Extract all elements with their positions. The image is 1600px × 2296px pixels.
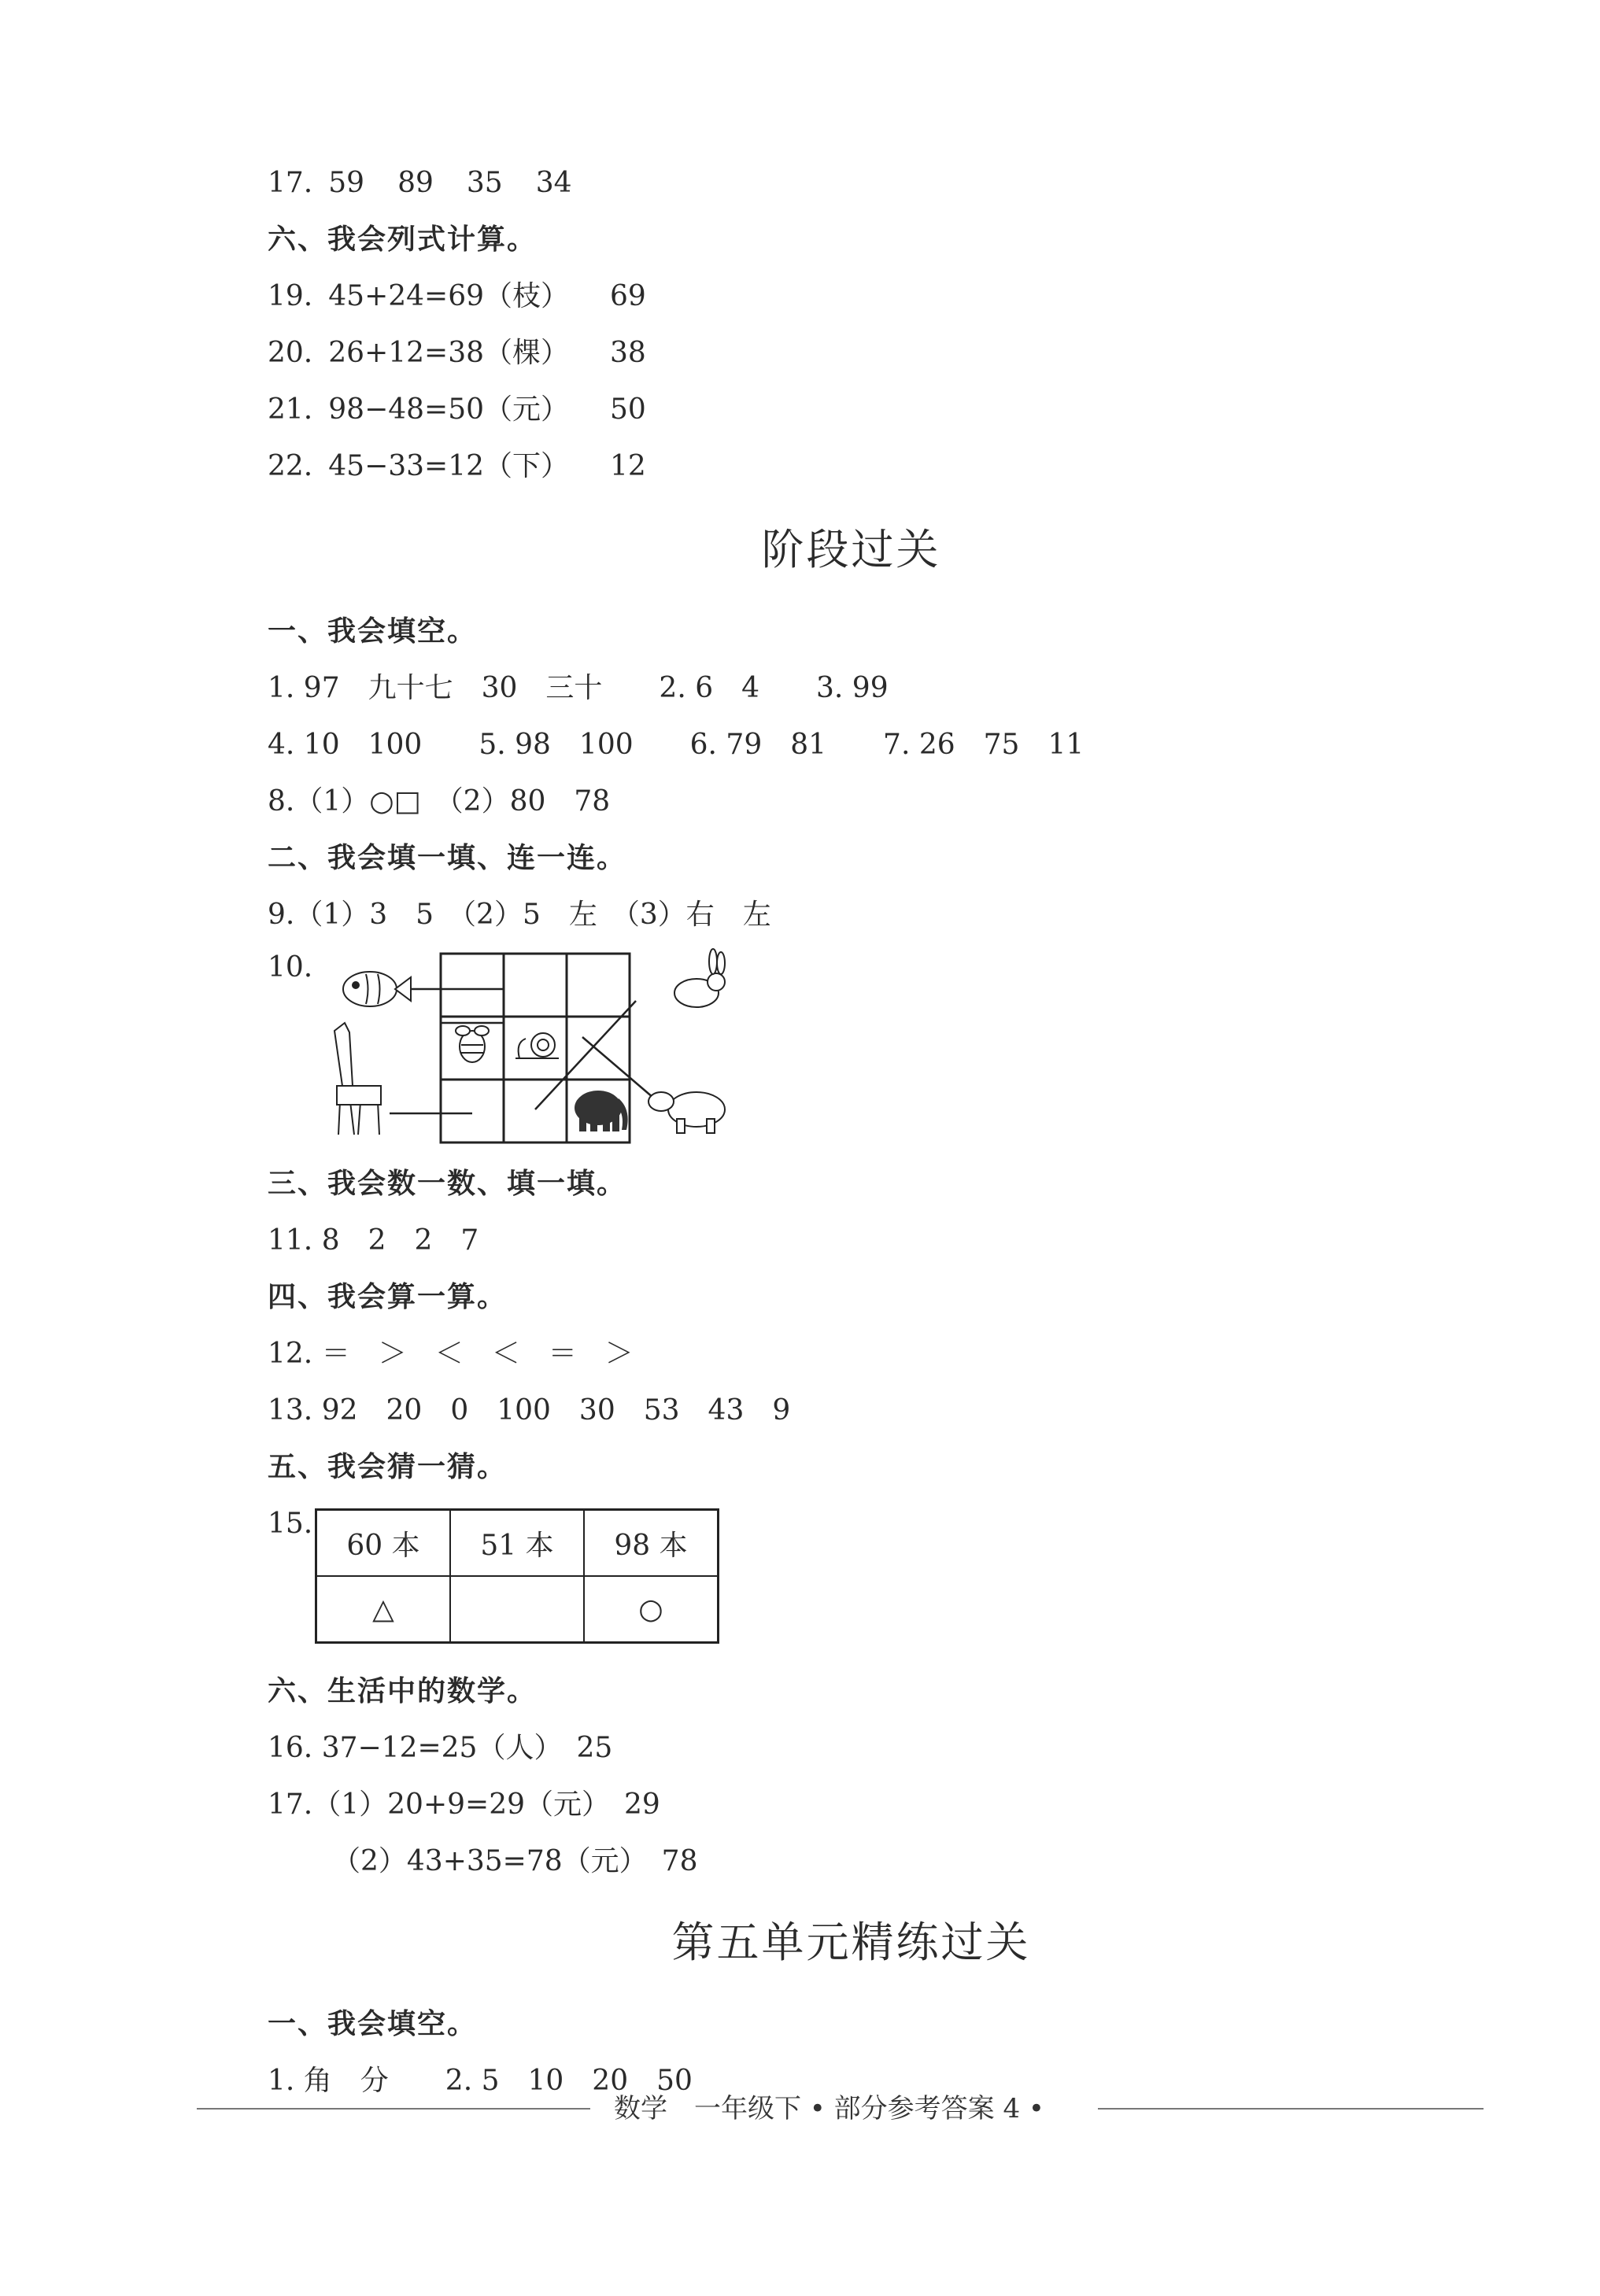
page-footer — [0, 2089, 1600, 2128]
section-heading: 五、我会猜一猜。 — [268, 1451, 508, 1483]
table-cell: ○ — [584, 1576, 719, 1643]
answer-line: 11. 8 2 2 7 — [268, 1224, 479, 1257]
fish-icon — [343, 972, 411, 1006]
answer-line: 17.（1）20+9=29（元） 29 — [268, 1788, 660, 1821]
answer-line: 1. 97 九十七 30 三十 2. 6 4 3. 99 — [268, 672, 889, 704]
grid-diagram — [323, 944, 748, 1149]
footer-rule-left — [197, 2108, 590, 2110]
answer-line: 9.（1）3 5 （2）5 左 （3）右 左 — [268, 899, 771, 931]
section-heading: 六、我会列式计算。 — [268, 223, 538, 256]
answer-line: 4. 10 100 5. 98 100 6. 79 81 7. 26 75 11 — [268, 729, 1085, 761]
section-title: 阶段过关 — [761, 525, 941, 574]
table-cell: 51 本 — [450, 1510, 584, 1577]
answer-line: 12. ＝ ＞ ＜ ＜ ＝ ＞ — [268, 1338, 634, 1370]
expression: 45+24=69（枝） — [328, 280, 570, 312]
section-heading: 六、生活中的数学。 — [268, 1675, 538, 1707]
question-number: 15. — [268, 1508, 313, 1540]
question-number: 10. — [268, 951, 313, 984]
footer-rule-right — [1098, 2108, 1484, 2110]
answer-line: 1. 角 分 2. 5 10 20 50 — [268, 2065, 693, 2097]
table-cell: △ — [316, 1576, 451, 1643]
elephant-icon — [575, 1091, 628, 1131]
answer-line: 8.（1）○□ （2）80 78 — [268, 785, 611, 818]
table-cell: 60 本 — [316, 1510, 451, 1577]
section-heading: 一、我会填空。 — [268, 2008, 478, 2040]
section-heading: 四、我会算一算。 — [268, 1281, 508, 1313]
answer: 69 — [610, 280, 646, 312]
question-number: 21. — [268, 393, 313, 426]
bee-icon — [456, 1026, 489, 1062]
rabbit-icon — [674, 949, 725, 1007]
answer-line: 16. 37−12=25（人） 25 — [268, 1732, 613, 1764]
section-heading: 一、我会填空。 — [268, 615, 478, 648]
expression: 26+12=38（棵） — [328, 337, 570, 369]
section-title: 第五单元精练过关 — [671, 1918, 1031, 1967]
table-row — [316, 1576, 719, 1643]
expression: 45−33=12（下） — [328, 450, 570, 482]
question-number: 20. — [268, 337, 313, 369]
answer-line-17 — [268, 164, 605, 203]
answer: 12 — [610, 450, 646, 482]
question-number: 17. — [268, 167, 313, 199]
answer-line: （2）43+35=78（元） 78 — [332, 1845, 698, 1877]
calc-row — [268, 334, 679, 373]
calc-row — [268, 277, 679, 316]
answer: 34 — [535, 167, 572, 199]
expression: 98−48=50（元） — [328, 393, 570, 426]
question-number: 19. — [268, 280, 313, 312]
hippo-icon — [648, 1092, 725, 1133]
table-cell — [450, 1576, 584, 1643]
answer: 89 — [397, 167, 434, 199]
snail-icon — [515, 1033, 559, 1058]
answer: 35 — [466, 167, 503, 199]
answer: 59 — [328, 167, 365, 199]
section-heading: 三、我会数一数、填一填。 — [268, 1168, 627, 1200]
section-heading: 二、我会填一填、连一连。 — [268, 842, 627, 874]
answer: 38 — [610, 337, 646, 369]
calc-row — [268, 447, 679, 486]
table-row — [316, 1510, 719, 1577]
guess-table — [315, 1508, 719, 1644]
giraffe-icon — [334, 1023, 381, 1135]
answer: 50 — [610, 393, 646, 426]
calc-row — [268, 390, 679, 430]
table-cell: 98 本 — [584, 1510, 719, 1577]
answer-line: 13. 92 20 0 100 30 53 43 9 — [268, 1394, 791, 1427]
footer-text: 数学 一年级下 • 部分参考答案 4 • — [614, 2093, 1044, 2124]
question-number: 22. — [268, 450, 313, 482]
